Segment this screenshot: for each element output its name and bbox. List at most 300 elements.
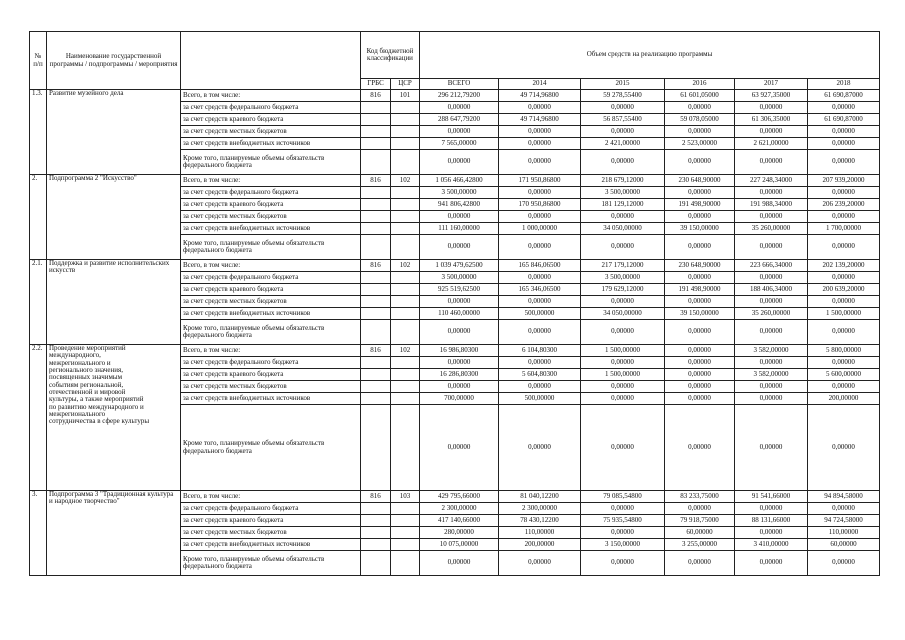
value-cell: 79 918,75000 xyxy=(665,515,735,527)
value-cell: 61 690,87000 xyxy=(808,114,880,126)
value-cell: 200 639,20000 xyxy=(808,284,880,296)
value-cell: 0,00000 xyxy=(665,126,735,138)
value-cell: 1 039 479,62500 xyxy=(420,260,499,272)
value-cell: 0,00000 xyxy=(665,296,735,308)
grbs-cell: 816 xyxy=(361,491,391,503)
value-cell: 0,00000 xyxy=(420,405,499,491)
row-label: Кроме того, планируемые объемы обязательств федерального бюджета xyxy=(181,320,361,345)
row-label: за счет средств краевого бюджета xyxy=(181,284,361,296)
value-cell: 0,00000 xyxy=(735,102,808,114)
value-cell: 0,00000 xyxy=(808,235,880,260)
value-cell: 1 000,00000 xyxy=(499,223,581,235)
value-cell: 60,00000 xyxy=(808,539,880,551)
value-cell: 61 690,87000 xyxy=(808,90,880,102)
value-cell: 227 248,34000 xyxy=(735,175,808,187)
row-label: Кроме того, планируемые объемы обязательств федерального бюджета xyxy=(181,405,361,491)
value-cell: 2 523,00000 xyxy=(665,138,735,150)
section-number: 2. xyxy=(30,175,47,260)
header-col: 2015 xyxy=(581,79,665,90)
value-cell: 0,00000 xyxy=(665,102,735,114)
value-cell: 188 406,34000 xyxy=(735,284,808,296)
value-cell: 179 629,12000 xyxy=(581,284,665,296)
row-label: Кроме того, планируемые объемы обязательств федерального бюджета xyxy=(181,150,361,175)
row-label: за счет средств местных бюджетов xyxy=(181,381,361,393)
value-cell: 49 714,96800 xyxy=(499,90,581,102)
csr-cell xyxy=(391,357,420,369)
grbs-cell xyxy=(361,199,391,211)
value-cell: 230 648,90000 xyxy=(665,260,735,272)
table-row xyxy=(30,175,880,187)
csr-cell xyxy=(391,138,420,150)
header-volume: Объем средств на реализацию программы xyxy=(420,32,880,79)
csr-cell xyxy=(391,284,420,296)
header-kbk: Код бюджетной классификации xyxy=(361,32,420,79)
value-cell: 0,00000 xyxy=(665,357,735,369)
value-cell: 10 075,00000 xyxy=(420,539,499,551)
value-cell: 5 800,00000 xyxy=(808,345,880,357)
csr-cell: 101 xyxy=(391,90,420,102)
value-cell: 0,00000 xyxy=(665,345,735,357)
value-cell: 0,00000 xyxy=(808,503,880,515)
value-cell: 0,00000 xyxy=(581,551,665,576)
grbs-cell xyxy=(361,308,391,320)
value-cell: 0,00000 xyxy=(808,296,880,308)
value-cell: 0,00000 xyxy=(420,211,499,223)
grbs-cell xyxy=(361,235,391,260)
value-cell: 700,00000 xyxy=(420,393,499,405)
value-cell: 35 260,00000 xyxy=(735,308,808,320)
value-cell: 206 239,20000 xyxy=(808,199,880,211)
value-cell: 223 666,34000 xyxy=(735,260,808,272)
value-cell: 0,00000 xyxy=(735,235,808,260)
header-col: ВСЕГО xyxy=(420,79,499,90)
value-cell: 0,00000 xyxy=(808,126,880,138)
csr-cell: 102 xyxy=(391,260,420,272)
row-label: за счет средств местных бюджетов xyxy=(181,211,361,223)
value-cell: 191 988,34000 xyxy=(735,199,808,211)
row-label: за счет средств краевого бюджета xyxy=(181,114,361,126)
grbs-cell xyxy=(361,320,391,345)
csr-cell: 103 xyxy=(391,491,420,503)
header-num: № п/п xyxy=(30,32,47,90)
grbs-cell xyxy=(361,551,391,576)
value-cell: 0,00000 xyxy=(735,393,808,405)
value-cell: 3 582,00000 xyxy=(735,345,808,357)
header-col: 2016 xyxy=(665,79,735,90)
csr-cell xyxy=(391,527,420,539)
grbs-cell: 816 xyxy=(361,175,391,187)
grbs-cell xyxy=(361,503,391,515)
grbs-cell xyxy=(361,150,391,175)
value-cell: 2 300,00000 xyxy=(499,503,581,515)
value-cell: 94 724,58000 xyxy=(808,515,880,527)
value-cell: 83 233,75000 xyxy=(665,491,735,503)
value-cell: 202 139,20000 xyxy=(808,260,880,272)
csr-cell xyxy=(391,150,420,175)
value-cell: 0,00000 xyxy=(499,235,581,260)
value-cell: 78 430,12200 xyxy=(499,515,581,527)
row-label: Всего, в том числе: xyxy=(181,345,361,357)
value-cell: 0,00000 xyxy=(420,551,499,576)
value-cell: 60,00000 xyxy=(665,527,735,539)
section-number: 2.1. xyxy=(30,260,47,345)
value-cell: 0,00000 xyxy=(499,551,581,576)
value-cell: 0,00000 xyxy=(499,272,581,284)
budget-table xyxy=(29,31,880,576)
csr-cell xyxy=(391,381,420,393)
value-cell: 0,00000 xyxy=(581,381,665,393)
value-cell: 0,00000 xyxy=(665,503,735,515)
row-label: Кроме того, планируемые объемы обязательств федерального бюджета xyxy=(181,235,361,260)
table-body xyxy=(30,90,880,576)
value-cell: 3 500,00000 xyxy=(420,187,499,199)
row-label: за счет средств краевого бюджета xyxy=(181,369,361,381)
value-cell: 0,00000 xyxy=(420,102,499,114)
value-cell: 0,00000 xyxy=(808,381,880,393)
value-cell: 0,00000 xyxy=(581,405,665,491)
value-cell: 165 846,06500 xyxy=(499,260,581,272)
row-label: за счет средств федерального бюджета xyxy=(181,357,361,369)
csr-cell: 102 xyxy=(391,175,420,187)
row-label: за счет средств краевого бюджета xyxy=(181,515,361,527)
value-cell: 0,00000 xyxy=(665,187,735,199)
row-label: за счет средств местных бюджетов xyxy=(181,527,361,539)
grbs-cell xyxy=(361,284,391,296)
csr-cell xyxy=(391,223,420,235)
value-cell: 49 714,96800 xyxy=(499,114,581,126)
value-cell: 217 179,12000 xyxy=(581,260,665,272)
value-cell: 0,00000 xyxy=(665,272,735,284)
value-cell: 0,00000 xyxy=(808,405,880,491)
csr-cell xyxy=(391,551,420,576)
csr-cell xyxy=(391,308,420,320)
csr-cell xyxy=(391,503,420,515)
value-cell: 200,00000 xyxy=(499,539,581,551)
value-cell: 16 986,80300 xyxy=(420,345,499,357)
value-cell: 941 806,42800 xyxy=(420,199,499,211)
value-cell: 500,00000 xyxy=(499,308,581,320)
csr-cell xyxy=(391,235,420,260)
section-name: Подпрограмма 2 "Искусство" xyxy=(47,175,181,260)
value-cell: 0,00000 xyxy=(581,150,665,175)
row-label: за счет средств местных бюджетов xyxy=(181,296,361,308)
value-cell: 0,00000 xyxy=(808,102,880,114)
row-label: Всего, в том числе: xyxy=(181,260,361,272)
value-cell: 0,00000 xyxy=(581,126,665,138)
table-row xyxy=(30,491,880,503)
value-cell: 0,00000 xyxy=(581,296,665,308)
value-cell: 280,00000 xyxy=(420,527,499,539)
value-cell: 191 498,90000 xyxy=(665,199,735,211)
grbs-cell xyxy=(361,515,391,527)
value-cell: 2 621,00000 xyxy=(735,138,808,150)
value-cell: 925 519,62500 xyxy=(420,284,499,296)
value-cell: 91 541,66000 xyxy=(735,491,808,503)
value-cell: 110 460,00000 xyxy=(420,308,499,320)
value-cell: 0,00000 xyxy=(665,320,735,345)
value-cell: 110,00000 xyxy=(499,527,581,539)
value-cell: 0,00000 xyxy=(499,150,581,175)
value-cell: 0,00000 xyxy=(499,126,581,138)
value-cell: 0,00000 xyxy=(665,211,735,223)
value-cell: 0,00000 xyxy=(735,187,808,199)
header-blank xyxy=(181,32,361,90)
section-number: 1.3. xyxy=(30,90,47,175)
value-cell: 88 131,66000 xyxy=(735,515,808,527)
value-cell: 0,00000 xyxy=(499,102,581,114)
grbs-cell xyxy=(361,381,391,393)
value-cell: 165 346,06500 xyxy=(499,284,581,296)
grbs-cell xyxy=(361,369,391,381)
grbs-cell xyxy=(361,211,391,223)
grbs-cell: 816 xyxy=(361,345,391,357)
grbs-cell xyxy=(361,138,391,150)
value-cell: 0,00000 xyxy=(735,296,808,308)
value-cell: 0,00000 xyxy=(499,187,581,199)
value-cell: 5 600,00000 xyxy=(808,369,880,381)
grbs-cell xyxy=(361,114,391,126)
value-cell: 0,00000 xyxy=(665,150,735,175)
value-cell: 0,00000 xyxy=(581,503,665,515)
value-cell: 7 565,00000 xyxy=(420,138,499,150)
value-cell: 3 150,00000 xyxy=(581,539,665,551)
value-cell: 5 604,80300 xyxy=(499,369,581,381)
value-cell: 0,00000 xyxy=(808,320,880,345)
value-cell: 1 500,00000 xyxy=(581,369,665,381)
value-cell: 111 160,00000 xyxy=(420,223,499,235)
value-cell: 39 150,00000 xyxy=(665,223,735,235)
table-row xyxy=(30,260,880,272)
grbs-cell xyxy=(361,223,391,235)
header-col: 2018 xyxy=(808,79,880,90)
value-cell: 218 679,12000 xyxy=(581,175,665,187)
value-cell: 1 700,00000 xyxy=(808,223,880,235)
table-row xyxy=(30,345,880,357)
value-cell: 0,00000 xyxy=(808,187,880,199)
value-cell: 0,00000 xyxy=(581,527,665,539)
value-cell: 3 582,00000 xyxy=(735,369,808,381)
csr-cell xyxy=(391,114,420,126)
csr-cell xyxy=(391,199,420,211)
csr-cell xyxy=(391,296,420,308)
value-cell: 3 255,00000 xyxy=(665,539,735,551)
value-cell: 181 129,12000 xyxy=(581,199,665,211)
grbs-cell xyxy=(361,187,391,199)
row-label: за счет средств федерального бюджета xyxy=(181,272,361,284)
value-cell: 110,00000 xyxy=(808,527,880,539)
value-cell: 0,00000 xyxy=(808,357,880,369)
csr-cell xyxy=(391,211,420,223)
value-cell: 417 140,66000 xyxy=(420,515,499,527)
value-cell: 0,00000 xyxy=(499,296,581,308)
value-cell: 0,00000 xyxy=(665,235,735,260)
value-cell: 200,00000 xyxy=(808,393,880,405)
header-grbs: ГРБС xyxy=(361,79,391,90)
csr-cell xyxy=(391,187,420,199)
value-cell: 0,00000 xyxy=(665,551,735,576)
grbs-cell xyxy=(361,126,391,138)
value-cell: 0,00000 xyxy=(665,405,735,491)
header-csr: ЦСР xyxy=(391,79,420,90)
grbs-cell xyxy=(361,539,391,551)
csr-cell xyxy=(391,272,420,284)
row-label: за счет средств внебюджетных источников xyxy=(181,393,361,405)
value-cell: 63 927,35000 xyxy=(735,90,808,102)
value-cell: 0,00000 xyxy=(735,272,808,284)
row-label: Всего, в том числе: xyxy=(181,175,361,187)
value-cell: 0,00000 xyxy=(735,211,808,223)
value-cell: 0,00000 xyxy=(499,138,581,150)
section-number: 3. xyxy=(30,491,47,576)
section-number: 2.2. xyxy=(30,345,47,491)
value-cell: 0,00000 xyxy=(581,393,665,405)
row-label: за счет средств федерального бюджета xyxy=(181,102,361,114)
value-cell: 0,00000 xyxy=(665,381,735,393)
value-cell: 81 040,12200 xyxy=(499,491,581,503)
csr-cell xyxy=(391,515,420,527)
value-cell: 0,00000 xyxy=(735,126,808,138)
value-cell: 2 421,00000 xyxy=(581,138,665,150)
csr-cell xyxy=(391,393,420,405)
value-cell: 0,00000 xyxy=(735,405,808,491)
value-cell: 0,00000 xyxy=(420,357,499,369)
value-cell: 0,00000 xyxy=(581,357,665,369)
header-col: 2014 xyxy=(499,79,581,90)
value-cell: 2 300,00000 xyxy=(420,503,499,515)
header-name: Наименование государственной программы / подпрограммы / мероприятия xyxy=(47,32,181,90)
value-cell: 0,00000 xyxy=(735,357,808,369)
row-label: за счет средств федерального бюджета xyxy=(181,187,361,199)
row-label: за счет средств местных бюджетов xyxy=(181,126,361,138)
value-cell: 0,00000 xyxy=(808,211,880,223)
row-label: Всего, в том числе: xyxy=(181,491,361,503)
grbs-cell xyxy=(361,393,391,405)
value-cell: 0,00000 xyxy=(808,551,880,576)
value-cell: 16 286,80300 xyxy=(420,369,499,381)
grbs-cell xyxy=(361,405,391,491)
value-cell: 94 894,58000 xyxy=(808,491,880,503)
value-cell: 429 795,66000 xyxy=(420,491,499,503)
value-cell: 0,00000 xyxy=(808,150,880,175)
value-cell: 0,00000 xyxy=(808,272,880,284)
csr-cell xyxy=(391,102,420,114)
row-label: за счет средств внебюджетных источников xyxy=(181,539,361,551)
section-name: Развитие музейного дела xyxy=(47,90,181,175)
grbs-cell: 816 xyxy=(361,90,391,102)
value-cell: 0,00000 xyxy=(735,503,808,515)
value-cell: 1 056 466,42800 xyxy=(420,175,499,187)
value-cell: 0,00000 xyxy=(420,296,499,308)
value-cell: 35 260,00000 xyxy=(735,223,808,235)
value-cell: 0,00000 xyxy=(499,405,581,491)
grbs-cell: 816 xyxy=(361,260,391,272)
section-name: Проведение мероприятий международного, межрегионального и регионального значения, посвященных значимым событиям региональной, отечественной и мировой культуры, а также мероприятий по развитию международного и межрегионального сотрудничества в сфере культуры xyxy=(47,345,181,491)
value-cell: 3 500,00000 xyxy=(581,187,665,199)
value-cell: 6 104,80300 xyxy=(499,345,581,357)
value-cell: 288 647,79200 xyxy=(420,114,499,126)
value-cell: 0,00000 xyxy=(420,150,499,175)
value-cell: 0,00000 xyxy=(735,527,808,539)
value-cell: 0,00000 xyxy=(735,320,808,345)
value-cell: 0,00000 xyxy=(581,211,665,223)
csr-cell xyxy=(391,126,420,138)
value-cell: 0,00000 xyxy=(735,551,808,576)
row-label: за счет средств внебюджетных источников xyxy=(181,138,361,150)
value-cell: 500,00000 xyxy=(499,393,581,405)
value-cell: 0,00000 xyxy=(499,381,581,393)
value-cell: 0,00000 xyxy=(808,138,880,150)
header-col: 2017 xyxy=(735,79,808,90)
value-cell: 230 648,90000 xyxy=(665,175,735,187)
csr-cell xyxy=(391,369,420,381)
value-cell: 0,00000 xyxy=(665,369,735,381)
value-cell: 191 498,90000 xyxy=(665,284,735,296)
row-label: за счет средств краевого бюджета xyxy=(181,199,361,211)
value-cell: 79 085,54800 xyxy=(581,491,665,503)
value-cell: 0,00000 xyxy=(499,357,581,369)
value-cell: 0,00000 xyxy=(665,393,735,405)
value-cell: 0,00000 xyxy=(420,381,499,393)
row-label: за счет средств внебюджетных источников xyxy=(181,223,361,235)
grbs-cell xyxy=(361,357,391,369)
value-cell: 0,00000 xyxy=(735,150,808,175)
value-cell: 170 950,86800 xyxy=(499,199,581,211)
value-cell: 0,00000 xyxy=(581,320,665,345)
value-cell: 34 050,00000 xyxy=(581,308,665,320)
value-cell: 0,00000 xyxy=(581,235,665,260)
table-row xyxy=(30,90,880,102)
value-cell: 75 935,54800 xyxy=(581,515,665,527)
value-cell: 39 150,00000 xyxy=(665,308,735,320)
value-cell: 171 950,86800 xyxy=(499,175,581,187)
row-label: за счет средств федерального бюджета xyxy=(181,503,361,515)
row-label: Всего, в том числе: xyxy=(181,90,361,102)
value-cell: 59 078,05000 xyxy=(665,114,735,126)
csr-cell: 102 xyxy=(391,345,420,357)
row-label: Кроме того, планируемые объемы обязательств федерального бюджета xyxy=(181,551,361,576)
value-cell: 3 410,00000 xyxy=(735,539,808,551)
csr-cell xyxy=(391,320,420,345)
value-cell: 59 278,55400 xyxy=(581,90,665,102)
value-cell: 61 306,35000 xyxy=(735,114,808,126)
section-name: Поддержка и развитие исполнительских искусств xyxy=(47,260,181,345)
value-cell: 0,00000 xyxy=(420,126,499,138)
value-cell: 0,00000 xyxy=(581,102,665,114)
header-row-1 xyxy=(30,32,880,79)
value-cell: 3 500,00000 xyxy=(420,272,499,284)
csr-cell xyxy=(391,539,420,551)
row-label: за счет средств внебюджетных источников xyxy=(181,308,361,320)
value-cell: 34 050,00000 xyxy=(581,223,665,235)
grbs-cell xyxy=(361,272,391,284)
value-cell: 56 857,55400 xyxy=(581,114,665,126)
value-cell: 3 500,00000 xyxy=(581,272,665,284)
value-cell: 0,00000 xyxy=(499,211,581,223)
value-cell: 207 939,20000 xyxy=(808,175,880,187)
value-cell: 0,00000 xyxy=(735,381,808,393)
value-cell: 1 500,00000 xyxy=(581,345,665,357)
grbs-cell xyxy=(361,527,391,539)
csr-cell xyxy=(391,405,420,491)
grbs-cell xyxy=(361,102,391,114)
value-cell: 0,00000 xyxy=(420,320,499,345)
value-cell: 61 601,05000 xyxy=(665,90,735,102)
value-cell: 0,00000 xyxy=(499,320,581,345)
value-cell: 1 500,00000 xyxy=(808,308,880,320)
grbs-cell xyxy=(361,296,391,308)
value-cell: 296 212,79200 xyxy=(420,90,499,102)
section-name: Подпрограмма 3 "Традиционная культура и народное творчество" xyxy=(47,491,181,576)
